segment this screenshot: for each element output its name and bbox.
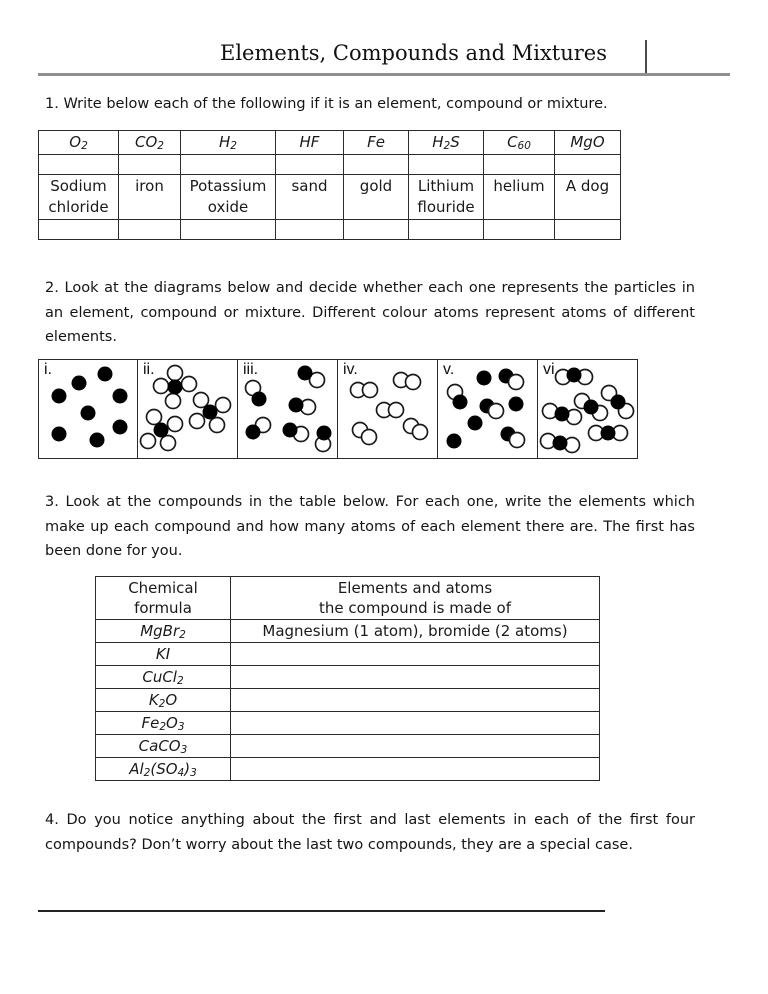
dark-atom xyxy=(289,398,304,413)
diagram-label: v. xyxy=(443,361,455,378)
answer-blank-cell xyxy=(231,735,600,758)
formula-text: S xyxy=(450,133,460,151)
formula-cell xyxy=(344,131,409,155)
particle-diagram-box xyxy=(338,359,438,459)
dark-atom xyxy=(154,423,169,438)
answer-blank-cell xyxy=(39,220,119,240)
dark-atom xyxy=(168,380,183,395)
particle-diagram-row xyxy=(38,359,638,459)
formula-subscript: 2 xyxy=(443,140,451,153)
formula-text: O xyxy=(165,690,178,709)
light-atom xyxy=(216,398,231,413)
light-atom xyxy=(362,430,377,445)
compound-formula-cell xyxy=(96,735,231,758)
formula-text: H xyxy=(219,133,231,151)
dark-atom xyxy=(553,436,568,451)
dark-atom xyxy=(584,400,599,415)
formula-subscript: 3 xyxy=(177,720,185,733)
light-atom xyxy=(363,383,378,398)
dark-atom xyxy=(252,392,267,407)
header-rule xyxy=(38,73,730,76)
formula-cell xyxy=(276,131,344,155)
particle-diagram-box xyxy=(238,359,338,459)
formula-text: H xyxy=(432,133,444,151)
light-atom xyxy=(147,410,162,425)
compound-formula-cell xyxy=(96,689,231,712)
substance-name-cell: iron xyxy=(119,175,181,220)
formula-text: MgBr xyxy=(140,621,180,640)
light-atom xyxy=(489,404,504,419)
question-2-text: 2. Look at the diagrams below and decide whether each one represents the particles in an element, compound or mixture. Different colour atoms represent atoms of different elements. xyxy=(45,280,695,345)
formula-text: KI xyxy=(155,644,171,663)
formula-subscript: 3 xyxy=(180,743,188,756)
title-divider-line xyxy=(645,40,647,74)
formula-text: CuCl xyxy=(142,667,177,686)
answer-blank-cell xyxy=(231,643,600,666)
formula-text: (SO xyxy=(150,759,178,778)
light-atom xyxy=(166,394,181,409)
answer-blank-cell xyxy=(231,758,600,781)
light-atom xyxy=(194,393,209,408)
dark-atom xyxy=(283,423,298,438)
dark-atom xyxy=(601,426,616,441)
substance-name-cell: Potassium oxide xyxy=(181,175,276,220)
question-3-text: 3. Look at the compounds in the table below. For each one, write the elements which make up each compound and how many atoms of each element there are. The first has been done for you. xyxy=(45,494,695,559)
formula-text: Fe xyxy=(141,713,160,732)
formula-cell xyxy=(39,131,119,155)
question-4-text: 4. Do you notice anything about the first and last elements in each of the first four compounds? Don’t worry about the last two compounds, they are a special case. xyxy=(45,812,695,853)
light-atom xyxy=(141,434,156,449)
classification-table xyxy=(38,130,621,240)
formula-text: Fe xyxy=(367,133,385,151)
diagram-label: vi xyxy=(543,361,555,378)
dark-atom xyxy=(567,368,582,383)
dark-atom xyxy=(555,407,570,422)
formula-subscript: 3 xyxy=(190,766,197,779)
column-header-elements: Elements and atoms the compound is made of xyxy=(231,577,600,620)
formula-cell xyxy=(555,131,621,155)
page-title: Elements, Compounds and Mixtures xyxy=(220,41,607,65)
answer-blank-cell xyxy=(119,155,181,175)
particle-diagram-box xyxy=(538,359,638,459)
dark-atom xyxy=(298,366,313,381)
dark-atom xyxy=(98,367,113,382)
compounds-table xyxy=(95,576,600,781)
formula-text: O xyxy=(166,713,178,732)
dark-atom xyxy=(113,389,128,404)
dark-atom xyxy=(203,405,218,420)
answer-blank-cell xyxy=(119,220,181,240)
dark-atom xyxy=(509,397,524,412)
diagram-label: iii. xyxy=(243,361,259,378)
formula-subscript: 2 xyxy=(159,720,167,733)
formula-subscript: 2 xyxy=(158,697,166,710)
diagram-label: iv. xyxy=(343,361,358,378)
light-atom xyxy=(210,418,225,433)
light-atom xyxy=(389,403,404,418)
answer-blank-cell xyxy=(231,712,600,735)
compound-formula-cell xyxy=(96,643,231,666)
formula-text: Al xyxy=(129,759,144,778)
formula-subscript: 2 xyxy=(176,674,184,687)
answer-blank-cell xyxy=(181,155,276,175)
formula-subscript: 2 xyxy=(157,140,164,153)
answer-blank-cell xyxy=(39,155,119,175)
answer-blank-cell xyxy=(231,689,600,712)
dark-atom xyxy=(477,371,492,386)
diagram-label: ii. xyxy=(143,361,155,378)
formula-subscript: 60 xyxy=(517,140,531,153)
dark-atom xyxy=(317,426,332,441)
light-atom xyxy=(510,433,525,448)
dark-atom xyxy=(453,395,468,410)
particle-diagram-box xyxy=(38,359,138,459)
formula-text: CaCO xyxy=(138,736,181,755)
dark-atom xyxy=(72,376,87,391)
formula-cell xyxy=(181,131,276,155)
substance-name-cell: sand xyxy=(276,175,344,220)
compound-formula-cell xyxy=(96,666,231,689)
dark-atom xyxy=(90,433,105,448)
formula-cell xyxy=(119,131,181,155)
answer-blank-cell xyxy=(555,155,621,175)
answer-blank-cell xyxy=(555,220,621,240)
question-1-text: 1. Write below each of the following if it is an element, compound or mixture. xyxy=(45,96,608,112)
answer-blank-cell xyxy=(344,155,409,175)
answer-blank-cell xyxy=(409,155,484,175)
answer-blank-cell xyxy=(484,220,555,240)
answer-blank-cell xyxy=(276,155,344,175)
dark-atom xyxy=(447,434,462,449)
substance-name-cell: A dog xyxy=(555,175,621,220)
example-answer-cell: Magnesium (1 atom), bromide (2 atoms) xyxy=(231,620,600,643)
formula-text: ) xyxy=(184,759,191,778)
formula-text: O xyxy=(69,133,82,151)
answer-blank-cell xyxy=(344,220,409,240)
dark-atom xyxy=(52,427,67,442)
light-atom xyxy=(406,375,421,390)
formula-subscript: 2 xyxy=(230,140,237,153)
atoms-drawing xyxy=(39,360,137,458)
answer-blank-cell xyxy=(484,155,555,175)
light-atom xyxy=(509,375,524,390)
particle-diagram-box xyxy=(438,359,538,459)
dark-atom xyxy=(81,406,96,421)
compound-formula-cell xyxy=(96,620,231,643)
formula-subscript: 2 xyxy=(81,140,88,153)
dark-atom xyxy=(52,389,67,404)
compound-formula-cell xyxy=(96,758,231,781)
formula-text: K xyxy=(148,690,159,709)
light-atom xyxy=(190,414,205,429)
formula-subscript: 4 xyxy=(177,766,185,779)
formula-text: C xyxy=(507,133,518,151)
diagram-label: i. xyxy=(44,361,52,378)
light-atom xyxy=(168,417,183,432)
answer-blank-cell xyxy=(409,220,484,240)
dark-atom xyxy=(468,416,483,431)
light-atom xyxy=(161,436,176,451)
substance-name-cell: Sodium chloride xyxy=(39,175,119,220)
formula-text: HF xyxy=(299,133,320,151)
dark-atom xyxy=(611,395,626,410)
light-atom xyxy=(154,379,169,394)
answer-blank-cell xyxy=(181,220,276,240)
formula-text: CO xyxy=(135,133,158,151)
formula-subscript: 2 xyxy=(143,766,151,779)
light-atom xyxy=(168,366,183,381)
substance-name-cell: helium xyxy=(484,175,555,220)
substance-name-cell: Lithium flouride xyxy=(409,175,484,220)
answer-blank-cell xyxy=(231,666,600,689)
dark-atom xyxy=(113,420,128,435)
column-header-formula: Chemical formula xyxy=(96,577,231,620)
light-atom xyxy=(182,377,197,392)
substance-name-cell: gold xyxy=(344,175,409,220)
particle-diagram-box xyxy=(138,359,238,459)
formula-subscript: 2 xyxy=(179,628,186,641)
answer-blank-line xyxy=(38,910,605,912)
formula-cell xyxy=(484,131,555,155)
formula-text: MgO xyxy=(570,133,605,151)
formula-cell xyxy=(409,131,484,155)
compound-formula-cell xyxy=(96,712,231,735)
answer-blank-cell xyxy=(276,220,344,240)
light-atom xyxy=(413,425,428,440)
dark-atom xyxy=(246,425,261,440)
